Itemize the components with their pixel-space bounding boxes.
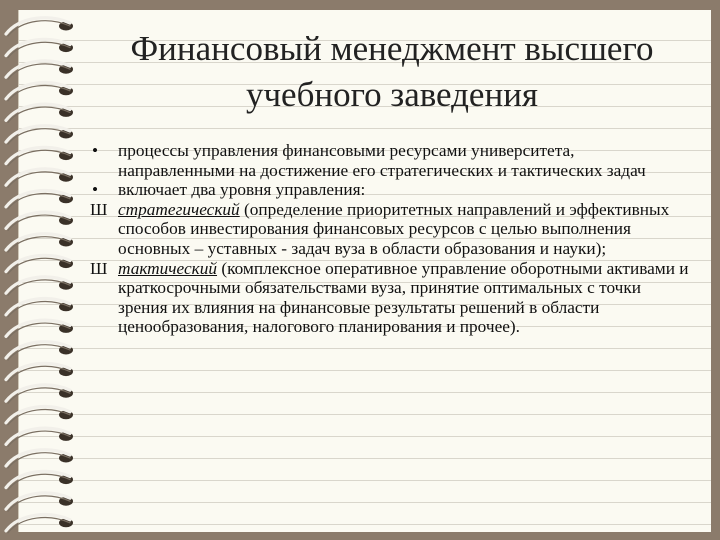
binding-ring	[6, 255, 73, 273]
list-item	[90, 200, 690, 259]
list-item-text: включает два уровня управления:	[118, 180, 366, 200]
list-item	[90, 141, 690, 180]
list-item-text: (комплексное оперативное управление оборотными активами и краткосрочными обязательствами вуза, принятие оптимальных с точки зрения их влияния на финансовые результаты решений в области ценообразования, налогового планирования и прочее).	[118, 258, 689, 337]
list-item-text: (определение приоритетных направлений и эффективных способов инвестирования финансовых ресурсов с целью выполнения основных – уставных - задач вуза в области образования и науки);	[118, 199, 670, 258]
binding-ring	[6, 428, 73, 446]
term-tactical: тактический	[118, 258, 218, 278]
term-strategic: стратегический	[118, 199, 240, 219]
binding-ring	[6, 493, 73, 511]
binding-ring	[6, 39, 73, 57]
spiral-binding	[0, 0, 80, 540]
binding-ring	[6, 342, 73, 360]
list-item	[90, 259, 690, 337]
binding-ring	[6, 320, 73, 338]
binding-ring	[6, 169, 73, 187]
binding-ring	[6, 471, 73, 489]
binding-ring	[6, 363, 73, 381]
binding-ring	[6, 126, 73, 144]
binding-ring	[6, 147, 73, 165]
title-line-1: Финансовый менеджмент высшего	[130, 29, 654, 68]
binding-ring	[6, 18, 73, 36]
binding-ring	[6, 515, 73, 533]
sub-item-marker: Ш	[90, 199, 108, 219]
list-item-text: процессы управления финансовыми ресурсами университета, направленными на достижение его стратегических и тактических задач	[118, 141, 646, 180]
binding-ring	[6, 385, 73, 403]
binding-ring	[6, 191, 73, 209]
bullet-marker: •	[92, 141, 99, 160]
slide-title	[82, 26, 702, 118]
binding-ring	[6, 104, 73, 122]
binding-ring	[6, 277, 73, 295]
binding-ring	[6, 450, 73, 468]
slide-body	[90, 141, 690, 337]
list-item	[90, 180, 690, 200]
sub-item-marker: Ш	[90, 258, 108, 278]
bullet-marker: •	[92, 180, 99, 200]
binding-ring	[6, 407, 73, 425]
binding-ring	[6, 212, 73, 230]
binding-ring	[6, 299, 73, 317]
binding-ring	[6, 234, 73, 252]
binding-ring	[6, 83, 73, 101]
title-line-2: учебного заведения	[245, 75, 539, 114]
binding-ring	[6, 61, 73, 79]
